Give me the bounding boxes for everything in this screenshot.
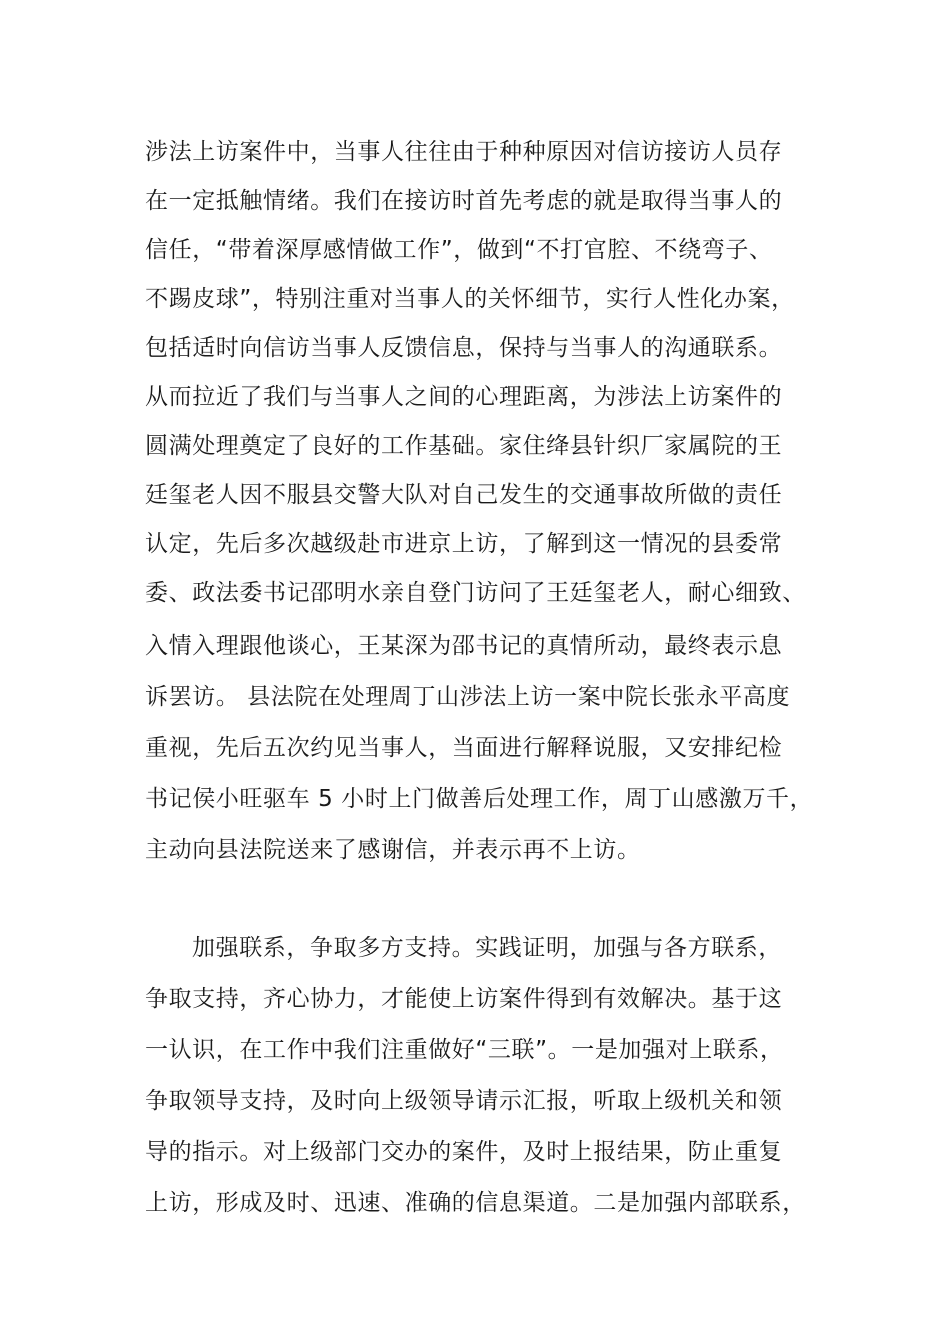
text-line: 在一定抵触情绪。我们在接访时首先考虑的就是取得当事人的 xyxy=(145,188,783,214)
text-line: 诉罢访。 县法院在处理周丁山涉法上访一案中院长张永平高度 xyxy=(145,684,791,710)
text-line: 圆满处理奠定了良好的工作基础。家住绛县针织厂家属院的王 xyxy=(145,433,783,459)
text-line: 入情入理跟他谈心，王某深为邵书记的真情所动，最终表示息 xyxy=(145,633,783,659)
text-line: 书记侯小旺驱车 5 小时上门做善后处理工作，周丁山感激万千， xyxy=(145,786,814,812)
text-line: 涉法上访案件中，当事人往往由于种种原因对信访接访人员存 xyxy=(145,139,783,165)
text-line: 争取支持，齐心协力，才能使上访案件得到有效解决。基于这 xyxy=(145,986,783,1012)
text-line: 主动向县法院送来了感谢信，并表示再不上访。 xyxy=(145,837,641,863)
text-line: 不踢皮球”，特别注重对当事人的关怀细节，实行人性化办案， xyxy=(145,286,795,312)
text-line: 重视，先后五次约见当事人，当面进行解释说服，又安排纪检 xyxy=(145,735,783,761)
text-line: 上访，形成及时、迅速、准确的信息渠道。二是加强内部联系， xyxy=(145,1190,806,1216)
text-line: 一认识，在工作中我们注重做好“三联”。一是加强对上联系， xyxy=(145,1037,784,1063)
text-line: 从而拉近了我们与当事人之间的心理距离，为涉法上访案件的 xyxy=(145,384,783,410)
text-line: 信任，“带着深厚感情做工作”，做到“不打官腔、不绕弯子、 xyxy=(145,237,773,263)
text-line: 委、政法委书记邵明水亲自登门访问了王廷玺老人，耐心细致、 xyxy=(145,580,806,606)
text-line: 认定，先后多次越级赴市进京上访，了解到这一情况的县委常 xyxy=(145,531,783,557)
text-line: 加强联系，争取多方支持。实践证明，加强与各方联系， xyxy=(192,935,782,961)
text-line: 廷玺老人因不服县交警大队对自己发生的交通事故所做的责任 xyxy=(145,482,783,508)
text-line: 导的指示。对上级部门交办的案件，及时上报结果，防止重复 xyxy=(145,1139,783,1165)
text-line: 争取领导支持，及时向上级领导请示汇报，听取上级机关和领 xyxy=(145,1088,783,1114)
text-line: 包括适时向信访当事人反馈信息，保持与当事人的沟通联系。 xyxy=(145,335,783,361)
